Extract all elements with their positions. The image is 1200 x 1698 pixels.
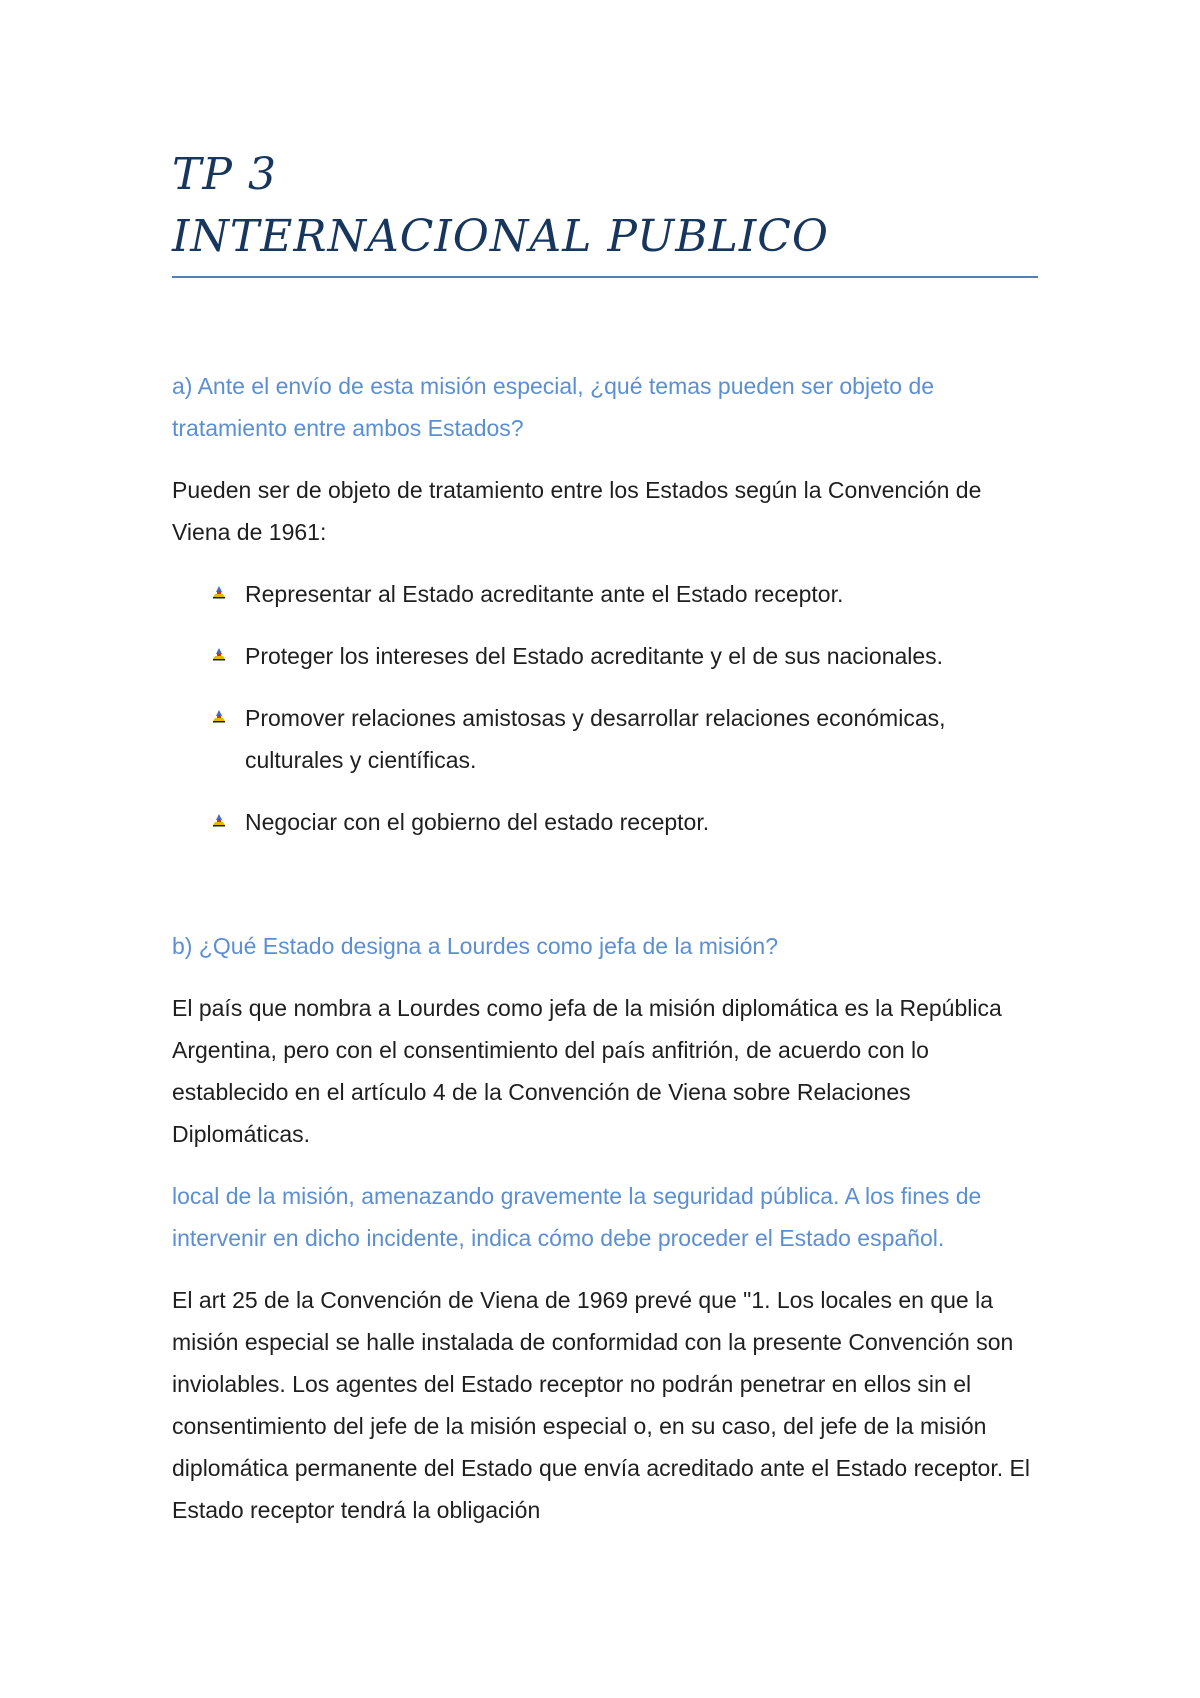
title-divider	[172, 276, 1038, 278]
arrow-bullet-icon	[212, 647, 226, 661]
section-spacer	[172, 863, 1038, 925]
list-item-text: Representar al Estado acreditante ante el Estado receptor.	[245, 581, 844, 607]
list-item	[172, 697, 1038, 781]
answer-a-list	[172, 573, 1038, 843]
title-line-2: INTERNACIONAL PUBLICO	[172, 211, 829, 262]
document-body	[172, 365, 1038, 1551]
question-b: b) ¿Qué Estado designa a Lourdes como jefa de la misión?	[172, 933, 779, 959]
arrow-bullet-icon	[212, 813, 226, 827]
list-item	[172, 635, 1038, 677]
question-c: local de la misión, amenazando gravemente la seguridad pública. A los fines de intervenir en dicho incidente, indica cómo debe proceder el Estado español.	[172, 1183, 982, 1251]
question-a: a) Ante el envío de esta misión especial, ¿qué temas pueden ser objeto de tratamiento entre ambos Estados?	[172, 373, 935, 441]
list-item-text: Proteger los intereses del Estado acreditante y el de sus nacionales.	[245, 643, 944, 669]
list-item-text: Promover relaciones amistosas y desarrollar relaciones económicas, culturales y científicas.	[245, 705, 946, 773]
list-item	[172, 801, 1038, 843]
arrow-bullet-icon	[212, 585, 226, 599]
answer-c: El art 25 de la Convención de Viena de 1969 prevé que "1. Los locales en que la misión especial se halle instalada de conformidad con la presente Convención son inviolables. Los agentes del Estado receptor no podrán penetrar en ellos sin el consentimiento del jefe de la misión especial o, en su caso, del jefe de la misión diplomática permanente del Estado que envía acreditado ante el Estado receptor. El Estado receptor tendrá la obligación	[172, 1287, 1030, 1523]
arrow-bullet-icon	[212, 709, 226, 723]
document-title	[172, 144, 1038, 268]
title-line-1: TP 3	[172, 149, 277, 200]
answer-b: El país que nombra a Lourdes como jefa de la misión diplomática es la República Argentina, pero con el consentimiento del país anfitrión, de acuerdo con lo establecido en el artículo 4 de la Convención de Viena sobre Relaciones Diplomáticas.	[172, 995, 1002, 1147]
list-item-text: Negociar con el gobierno del estado receptor.	[245, 809, 710, 835]
answer-a: Pueden ser de objeto de tratamiento entre los Estados según la Convención de Viena de 1961:	[172, 477, 982, 545]
list-item	[172, 573, 1038, 615]
